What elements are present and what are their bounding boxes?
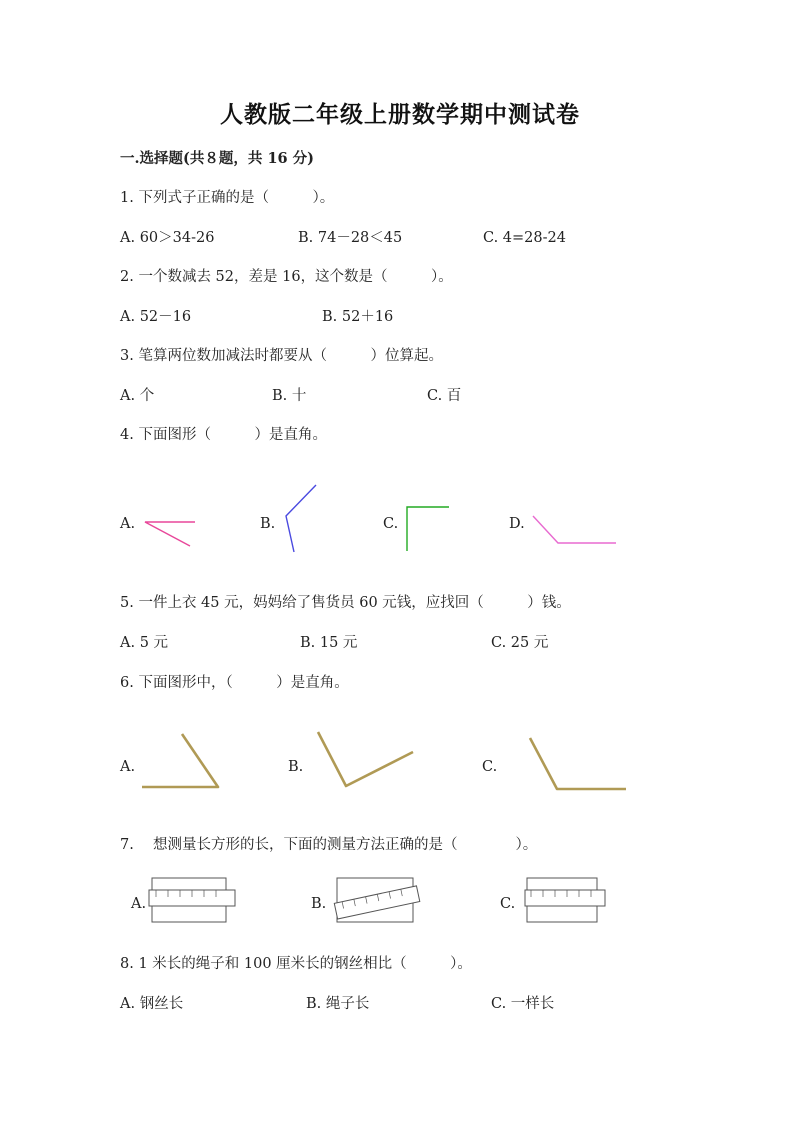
q4-angle-c-figure [402,503,454,555]
q4-angle-d-figure [528,512,620,552]
q7-ruler-a-figure [148,870,238,926]
question-6-stem: 6. 下面图形中，（ ）是直角。 [120,675,349,691]
q6-option-a[interactable]: A. [120,759,136,775]
question-3-stem: 3. 笔算两位数加减法时都要从（ ）位算起。 [120,348,443,364]
q4-option-a[interactable]: A. [120,516,136,532]
question-4-stem: 4. 下面图形（ ）是直角。 [120,427,327,443]
q6-angle-b-figure [312,728,418,794]
q8-option-b[interactable]: B. 绳子长 [306,996,370,1012]
q5-option-a[interactable]: A. 5 元 [120,635,169,651]
section-heading: 一.选择题(共８题，共 16 分) [120,150,315,167]
q6-angle-c-figure [525,734,630,796]
question-2-stem: 2. 一个数减去 52，差是 16，这个数是（ ）。 [120,269,453,285]
q3-option-c[interactable]: C. 百 [427,388,462,404]
q4-angle-a-figure [140,512,200,552]
q7-option-a[interactable]: A. [131,896,147,912]
q6-angle-a-figure [138,730,224,794]
q6-option-b[interactable]: B. [288,759,304,775]
q5-option-c[interactable]: C. 25 元 [491,635,549,651]
q8-option-a[interactable]: A. 钢丝长 [120,996,184,1012]
q7-option-b[interactable]: B. [311,896,327,912]
q1-option-c[interactable]: C. 4=28-24 [483,230,566,246]
page-title: 人教版二年级上册数学期中测试卷 [220,101,580,128]
q6-option-c[interactable]: C. [482,759,498,775]
q3-option-a[interactable]: A. 个 [120,388,155,404]
q4-option-d[interactable]: D. [509,516,525,532]
q4-angle-b-figure [280,482,325,557]
q7-ruler-c-figure [519,870,609,926]
q7-ruler-b-figure [333,870,425,926]
q8-option-c[interactable]: C. 一样长 [491,996,555,1012]
q4-option-c[interactable]: C. [383,516,399,532]
question-7-stem: 7. 想测量长方形的长，下面的测量方法正确的是（ ）。 [120,837,538,853]
q2-option-b[interactable]: B. 52＋16 [322,309,394,325]
question-1-stem: 1. 下列式子正确的是（ ）。 [120,190,335,206]
q4-option-b[interactable]: B. [260,516,276,532]
q1-option-b[interactable]: B. 74－28＜45 [298,230,403,246]
q1-option-a[interactable]: A. 60＞34-26 [120,230,215,246]
question-8-stem: 8. 1 米长的绳子和 100 厘米长的钢丝相比（ ）。 [120,956,472,972]
q3-option-b[interactable]: B. 十 [272,388,307,404]
q2-option-a[interactable]: A. 52－16 [120,309,192,325]
q5-option-b[interactable]: B. 15 元 [300,635,358,651]
question-5-stem: 5. 一件上衣 45 元，妈妈给了售货员 60 元钱，应找回（ ）钱。 [120,595,571,611]
q7-option-c[interactable]: C. [500,896,516,912]
